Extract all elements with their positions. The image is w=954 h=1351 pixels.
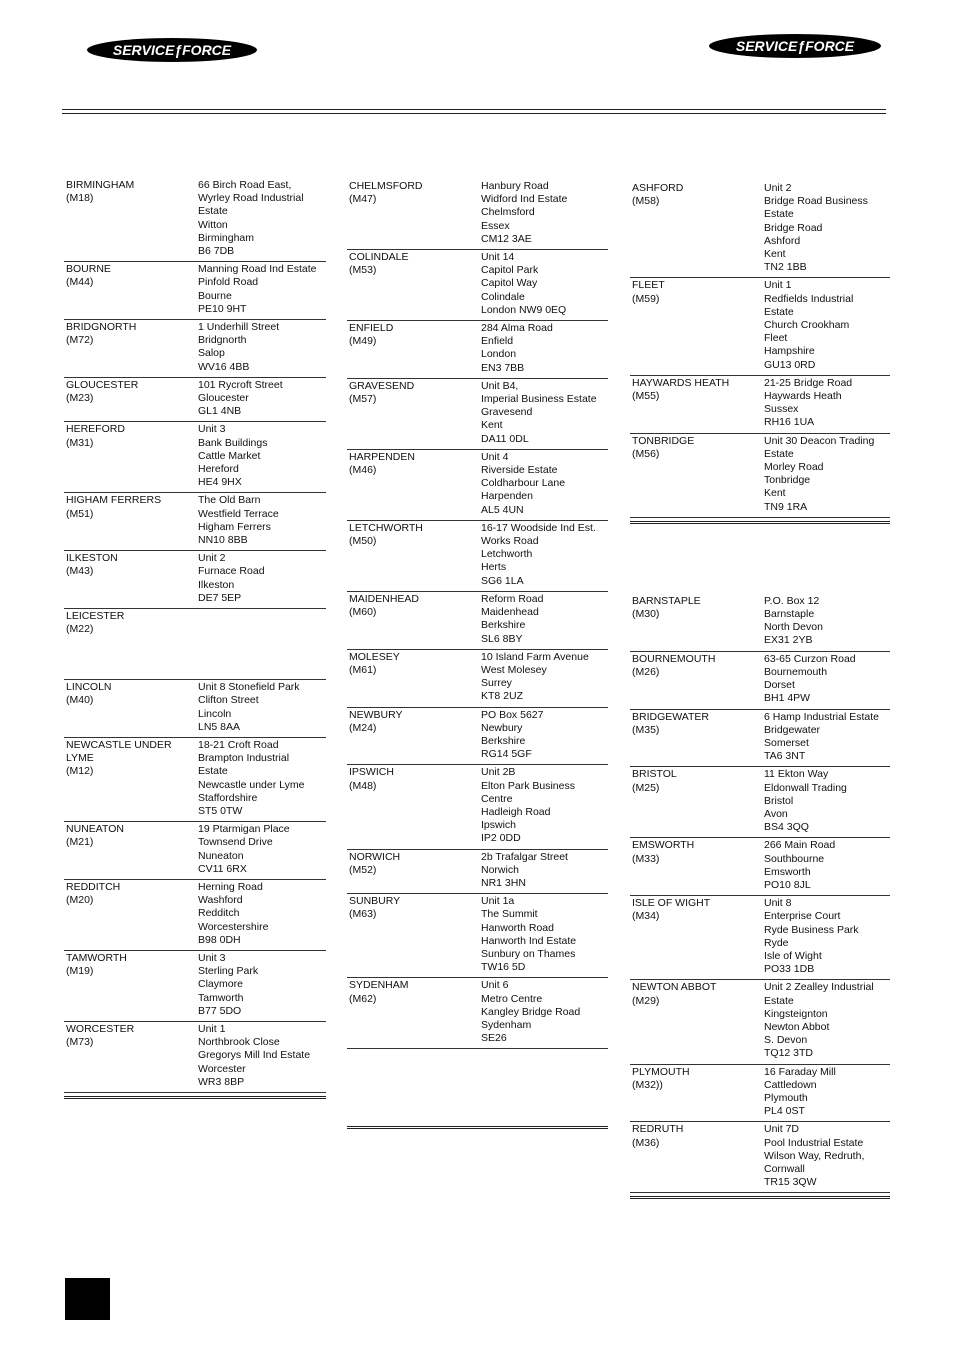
town-name: BRIDGEWATER <box>632 710 710 723</box>
address-cell: Reform Road Maidenhead Berkshire SL6 8BY <box>481 592 544 645</box>
column-3 <box>630 181 890 1199</box>
centre-code: (M49) <box>349 335 377 348</box>
centre-code: (M31) <box>66 436 94 449</box>
centre-code: (M46) <box>349 464 377 477</box>
address-cell: P.O. Box 12 Barnstaple North Devon EX31 2YB <box>764 594 823 647</box>
page-number-block <box>65 1278 110 1320</box>
address-cell: Unit B4, Imperial Business Estate Gravesend Kent DA11 0DL <box>481 379 597 445</box>
town-name: BOURNE <box>66 263 111 276</box>
location-cell <box>66 552 198 605</box>
address-cell: 266 Main Road Southbourne Emsworth PO10 8JL <box>764 839 836 891</box>
service-centre-entry <box>630 980 890 1064</box>
town-name: BRIDGNORTH <box>66 321 137 334</box>
location-cell <box>349 895 481 974</box>
column-2 <box>347 179 608 1129</box>
town-name: ILKESTON <box>66 552 118 565</box>
service-centre-entry <box>347 708 608 766</box>
column-end-rule <box>630 1193 890 1199</box>
address-cell: Unit 8 Stonefield Park Clifton Street Lincoln LN5 8AA <box>198 681 300 733</box>
location-cell <box>632 377 764 430</box>
location-cell <box>66 423 198 489</box>
location-cell <box>632 435 764 514</box>
address-cell: Unit 1a The Summit Hanworth Road Hanworth Ind Estate Sunbury on Thames TW16 5D <box>481 895 577 974</box>
service-centre-entry <box>630 838 890 896</box>
location-cell <box>632 981 764 1060</box>
town-name: HEREFORD <box>66 423 125 436</box>
centre-code: (M62) <box>349 992 377 1005</box>
town-name: WORCESTER <box>66 1022 135 1035</box>
location-cell <box>349 709 481 762</box>
location-cell <box>632 897 764 976</box>
town-name: REDDITCH <box>66 880 121 893</box>
service-centre-entry <box>347 321 608 379</box>
location-cell <box>349 451 481 517</box>
location-cell <box>349 766 481 845</box>
centre-code: (M73) <box>66 1036 94 1049</box>
location-cell <box>349 651 481 704</box>
address-cell: Unit 2 Zealley Industrial Estate Kingsteignton Newton Abbot S. Devon TQ12 3TD <box>764 981 874 1060</box>
header-rule <box>62 109 886 114</box>
address-cell: 16-17 Woodside Ind Est. Works Road Letchworth Herts SG6 1LA <box>481 521 596 587</box>
town-name: ENFIELD <box>349 322 394 335</box>
service-centre-entry <box>630 652 890 710</box>
town-name: LINCOLN <box>66 681 112 694</box>
address-cell: The Old Barn Westfield Terrace Higham Ferrers NN10 8BB <box>198 494 279 547</box>
centre-code: (M58) <box>632 195 660 208</box>
service-centre-entry <box>630 278 890 375</box>
town-name: REDRUTH <box>632 1123 684 1136</box>
address-cell: Herning Road Washford Redditch Worcestershire B98 0DH <box>198 880 269 946</box>
service-centre-entry <box>347 521 608 592</box>
location-cell <box>66 681 198 734</box>
centre-code: (M56) <box>632 447 660 460</box>
service-centre-entry <box>64 680 326 738</box>
address-cell: Unit 6 Metro Centre Kangley Bridge Road Sydenham SE26 <box>481 979 581 1045</box>
service-centre-entry <box>64 738 326 822</box>
town-name: NORWICH <box>349 850 401 863</box>
centre-code: (M72) <box>66 334 94 347</box>
service-centre-entry <box>64 178 326 262</box>
location-cell <box>66 1023 198 1089</box>
town-name: MAIDENHEAD <box>349 592 420 605</box>
location-cell <box>632 1123 764 1189</box>
centre-code: (M60) <box>349 606 377 619</box>
centre-code: (M59) <box>632 292 660 305</box>
service-centre-entry <box>347 250 608 321</box>
town-name: NUNEATON <box>66 823 124 836</box>
location-cell <box>632 279 764 371</box>
centre-code: (M30) <box>632 608 660 621</box>
address-cell: 2b Trafalgar Street Norwich NR1 3HN <box>481 850 568 889</box>
serviceforce-logo <box>86 36 258 64</box>
location-cell <box>632 653 764 706</box>
centre-code: (M22) <box>66 623 94 636</box>
section-spacer <box>630 524 890 594</box>
centre-code: (M32)) <box>632 1078 663 1091</box>
location-cell <box>349 593 481 646</box>
town-name: BIRMINGHAM <box>66 179 135 191</box>
service-centre-entry <box>630 594 890 652</box>
centre-code: (M57) <box>349 393 377 406</box>
centre-code: (M63) <box>349 908 377 921</box>
centre-code: (M23) <box>66 392 94 405</box>
service-centre-entry <box>630 1122 890 1193</box>
address-cell: 1 Underhill Street Bridgnorth Salop WV16 4BB <box>198 321 280 373</box>
town-name: GRAVESEND <box>349 379 415 392</box>
town-name: LETCHWORTH <box>349 521 423 534</box>
service-centre-entry <box>64 378 326 423</box>
service-centre-entry <box>630 767 890 838</box>
service-centre-entry <box>64 320 326 378</box>
address-cell: 63-65 Curzon Road Bournemouth Dorset BH1 4PW <box>764 652 856 705</box>
centre-code: (M24) <box>349 721 377 734</box>
location-cell <box>349 322 481 375</box>
location-cell <box>66 739 198 818</box>
town-name: BARNSTAPLE <box>632 594 701 607</box>
centre-code: (M51) <box>66 507 94 520</box>
town-name: NEWTON ABBOT <box>632 981 717 994</box>
centre-code: (M34) <box>632 910 660 923</box>
location-cell <box>349 979 481 1045</box>
location-cell <box>632 768 764 834</box>
address-cell: Hanbury Road Widford Ind Estate Chelmsford Essex CM12 3AE <box>481 180 568 245</box>
location-cell <box>632 595 764 648</box>
column-end-rule <box>64 1093 326 1099</box>
town-name: MOLESEY <box>349 650 400 663</box>
service-centre-entry <box>347 850 608 895</box>
town-name: HARPENDEN <box>349 450 415 463</box>
address-cell: Unit 3 Sterling Park Claymore Tamworth B77 5DO <box>198 951 259 1017</box>
address-cell: Unit 2 Furnace Road Ilkeston DE7 5EP <box>198 552 265 604</box>
centre-code: (M52) <box>349 863 377 876</box>
address-cell: Unit 30 Deacon Trading Estate Morley Road Tonbridge Kent TN9 1RA <box>764 434 875 513</box>
service-centre-entry <box>347 978 608 1049</box>
service-centre-entry <box>64 422 326 493</box>
location-cell <box>632 839 764 892</box>
location-cell <box>66 610 198 676</box>
town-name: ASHFORD <box>632 182 684 194</box>
location-cell <box>349 380 481 446</box>
town-name: EMSWORTH <box>632 839 695 852</box>
location-cell <box>632 182 764 274</box>
address-cell: 21-25 Bridge Road Haywards Heath Sussex RH16 1UA <box>764 376 853 429</box>
service-centre-entry <box>630 1065 890 1123</box>
serviceforce-logo-right <box>708 32 882 60</box>
town-name: SYDENHAM <box>349 979 409 992</box>
address-cell: Unit 1 Northbrook Close Gregorys Mill Ind Estate Worcester WR3 8BP <box>198 1022 311 1088</box>
town-name: NEWBURY <box>349 708 403 721</box>
column-1 <box>64 178 326 1099</box>
location-cell <box>349 851 481 891</box>
service-centre-entry <box>64 262 326 320</box>
town-name: HIGHAM FERRERS <box>66 494 162 507</box>
centre-code: (M53) <box>349 264 377 277</box>
location-cell <box>66 179 198 258</box>
address-cell <box>198 610 326 676</box>
address-cell: Unit 2 Bridge Road Business Estate Bridge Road Ashford Kent TN2 1BB <box>764 182 868 274</box>
svg-text:SERVICEƒFORCE: SERVICEƒFORCE <box>735 38 855 54</box>
service-centre-entry <box>347 379 608 450</box>
service-centre-entry <box>347 179 608 250</box>
service-centre-entry <box>347 592 608 650</box>
town-name: NEWCASTLE UNDER LYME <box>66 738 172 765</box>
location-cell <box>632 1066 764 1119</box>
location-cell <box>66 881 198 947</box>
location-cell <box>66 263 198 316</box>
service-centre-entry <box>64 493 326 551</box>
centre-code: (M29) <box>632 994 660 1007</box>
service-centre-entry <box>64 1022 326 1093</box>
location-cell <box>632 711 764 764</box>
town-name: GLOUCESTER <box>66 378 139 391</box>
centre-code: (M40) <box>66 694 94 707</box>
centre-code: (M48) <box>349 779 377 792</box>
centre-code: (M19) <box>66 965 94 978</box>
centre-code: (M43) <box>66 565 94 578</box>
column-end-rule <box>347 1123 608 1129</box>
address-cell: Unit 7D Pool Industrial Estate Wilson Way, Redruth, Cornwall TR15 3QW <box>764 1123 865 1189</box>
town-name: BRISTOL <box>632 768 677 781</box>
town-name: IPSWICH <box>349 766 394 779</box>
centre-code: (M36) <box>632 1136 660 1149</box>
centre-code: (M61) <box>349 663 377 676</box>
address-cell: Unit 1 Redfields Industrial Estate Church Crookham Fleet Hampshire GU13 0RD <box>764 279 854 371</box>
town-name: CHELMSFORD <box>349 180 423 192</box>
service-centre-entry <box>64 551 326 609</box>
address-cell: Unit 2B Elton Park Business Centre Hadleigh Road Ipswich IP2 0DD <box>481 766 575 845</box>
town-name: FLEET <box>632 279 665 292</box>
centre-code: (M26) <box>632 665 660 678</box>
centre-code: (M20) <box>66 894 94 907</box>
service-centre-entry <box>347 894 608 978</box>
address-cell: 66 Birch Road East, Wyrley Road Industrial Estate Witton Birmingham B6 7DB <box>198 179 304 258</box>
centre-code: (M50) <box>349 535 377 548</box>
location-cell <box>66 321 198 374</box>
address-cell: 10 Island Farm Avenue West Molesey Surrey KT8 2UZ <box>481 650 589 703</box>
address-cell: Manning Road Ind Estate Pinfold Road Bourne PE10 9HT <box>198 263 317 315</box>
centre-code: (M47) <box>349 193 377 206</box>
service-centre-entry <box>630 710 890 768</box>
service-centre-entry <box>64 951 326 1022</box>
address-cell: 19 Ptarmigan Place Townsend Drive Nuneaton CV11 6RX <box>198 823 290 875</box>
location-cell <box>66 379 198 419</box>
centre-code: (M33) <box>632 852 660 865</box>
address-cell: 101 Rycroft Street Gloucester GL1 4NB <box>198 378 283 418</box>
town-name: PLYMOUTH <box>632 1065 690 1078</box>
service-centre-entry <box>347 765 608 849</box>
location-cell <box>349 251 481 317</box>
service-centre-entry <box>347 650 608 708</box>
service-centre-entry <box>630 896 890 980</box>
address-cell: 284 Alma Road Enfield London EN3 7BB <box>481 322 553 374</box>
service-centre-entry <box>347 450 608 521</box>
service-centre-entry <box>630 181 890 278</box>
address-cell: Unit 14 Capitol Park Capitol Way Colindale London NW9 0EQ <box>481 251 567 316</box>
centre-code: (M21) <box>66 836 94 849</box>
town-name: SUNBURY <box>349 895 401 908</box>
location-cell <box>66 952 198 1018</box>
town-name: HAYWARDS HEATH <box>632 376 730 389</box>
town-name: LEICESTER <box>66 610 125 623</box>
town-name: ISLE OF WIGHT <box>632 897 711 910</box>
service-centre-entry <box>64 609 326 680</box>
town-name: TONBRIDGE <box>632 434 695 447</box>
centre-code: (M35) <box>632 723 660 736</box>
location-cell <box>66 823 198 876</box>
address-cell: 6 Hamp Industrial Estate Bridgewater Somerset TA6 3NT <box>764 710 879 763</box>
address-cell: 18-21 Croft Road Brampton Industrial Estate Newcastle under Lyme Staffordshire ST5 0TW <box>198 738 305 817</box>
location-cell <box>349 180 481 246</box>
address-cell: Unit 3 Bank Buildings Cattle Market Hereford HE4 9HX <box>198 423 268 489</box>
address-cell: Unit 8 Enterprise Court Ryde Business Park Ryde Isle of Wight PO33 1DB <box>764 897 859 976</box>
service-centre-entry <box>630 434 890 518</box>
centre-code: (M55) <box>632 390 660 403</box>
town-name: COLINDALE <box>349 251 409 264</box>
centre-code: (M18) <box>66 192 94 205</box>
address-cell: 11 Ekton Way Eldonwall Trading Bristol Avon BS4 3QQ <box>764 768 847 834</box>
location-cell <box>66 494 198 547</box>
location-cell <box>349 522 481 588</box>
centre-code: (M44) <box>66 276 94 289</box>
address-cell: Unit 4 Riverside Estate Coldharbour Lane Harpenden AL5 4UN <box>481 450 566 516</box>
column-spacer <box>347 1049 608 1123</box>
service-centre-entry <box>64 880 326 951</box>
centre-code: (M12) <box>66 765 94 778</box>
address-cell: 16 Faraday Mill Cattledown Plymouth PL4 0ST <box>764 1065 836 1118</box>
service-centre-entry <box>64 822 326 880</box>
centre-code: (M25) <box>632 781 660 794</box>
svg-text:SERVICEƒFORCE: SERVICEƒFORCE <box>112 42 232 58</box>
service-centre-entry <box>630 376 890 434</box>
address-cell: PO Box 5627 Newbury Berkshire RG14 5GF <box>481 708 544 761</box>
town-name: BOURNEMOUTH <box>632 652 716 665</box>
town-name: TAMWORTH <box>66 951 127 964</box>
